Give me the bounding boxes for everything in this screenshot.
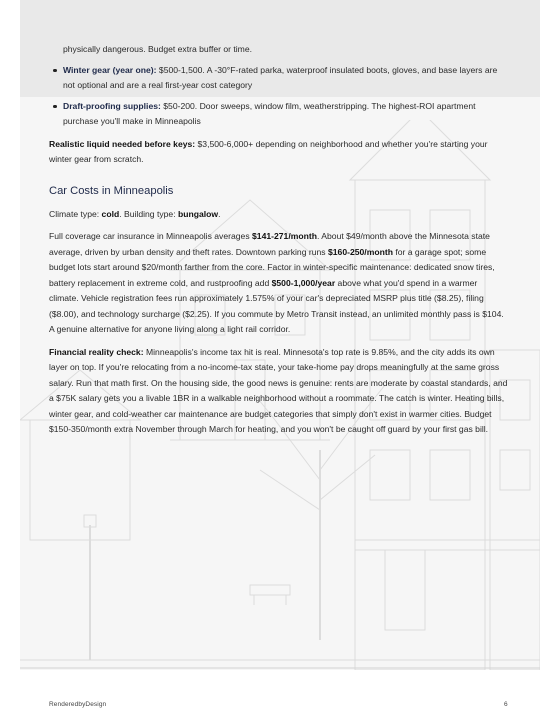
list-item-winter-gear: [49, 63, 509, 94]
car-text: for a garage spot; some budget lots start around $20/month farther from the core. Factor in winter-specific maintenance: dedicated snow tires, battery replacement in extreme cold, and rustproofing add: [49, 246, 495, 288]
insurance-range: $141-271/month: [252, 231, 317, 241]
page-number: 6: [504, 701, 508, 708]
financial-reality-paragraph: [49, 345, 509, 438]
building-value: bungalow: [177, 208, 219, 219]
section-heading: Car Costs in Minneapolis: [49, 184, 174, 197]
bullet-text: $500-1,500. A -30°F-rated parka, waterproof insulated boots, gloves, and base layers are not optional and are a real first-year cost category: [63, 64, 498, 90]
liquid-text: $3,500-6,000+ depending on neighborhood and whether you're starting your winter gear from scratch.: [49, 138, 488, 164]
bullet-label: Draft-proofing supplies:: [63, 100, 161, 111]
maintenance-range: $500-1,000/year: [271, 277, 336, 288]
financial-text: Minneapolis's income tax hit is real. Minnesota's top rate is 9.85%, and the city adds its own layer on top. If you're relocating from a no-income-tax state, your take-home pay drops meaningfully at the same gross salary. Run that math first. On the housing side, the good news is genuine: rents are moderate by coastal standards, and a $75K salary gets you a livable 1BR in a walkable neighborhood without a roommate. The catch is winter. Heating bills, winter gear, and cold-weather car maintenance are budget categories that simply don't exist in warmer cities. Budget $150-350/month extra November through March for heating, and you won't be caught off guard by your first gas bill.: [49, 346, 508, 434]
climate-prefix: Climate type:: [49, 208, 102, 219]
car-text: . About $49/month above the Minnesota state average, driven by urban density and theft rates. Downtown parking runs: [49, 231, 490, 257]
car-text: Full coverage car insurance in Minneapolis averages: [49, 231, 253, 241]
parking-range: $160-250/month: [327, 246, 393, 257]
climate-suffix: .: [218, 208, 221, 219]
liquid-needed-paragraph: [49, 137, 509, 168]
cost-bullets: [49, 63, 509, 130]
climate-value: cold: [101, 208, 120, 219]
liquid-label: Realistic liquid needed before keys:: [49, 138, 196, 149]
climate-line: [49, 207, 509, 223]
financial-label: Financial reality check:: [49, 346, 144, 357]
footer-brand: RenderedbyDesign: [49, 701, 107, 708]
building-prefix: . Building type:: [119, 208, 178, 219]
list-item-draft-proofing: [49, 99, 509, 130]
bullet-text: $50-200. Door sweeps, window film, weatherstripping. The highest-ROI apartment purchase you'll make in Minneapolis: [63, 100, 476, 126]
bullet-label: Winter gear (year one):: [63, 64, 157, 75]
page-content: [49, 0, 509, 438]
continued-text: physically dangerous. Budget extra buffer or time.: [63, 44, 253, 54]
car-text: above what you'd spend in a warmer climate. Vehicle registration fees run approximately 1.575% of your car's depreciated MSRP plus title ($8.25), filing ($8.00), and technology surcharge ($2.25). If you commute by Metro Transit instead, an unlimited monthly pass is $104. A genuine alternative for anyone living along a light rail corridor.: [49, 277, 504, 334]
car-costs-paragraph: [49, 229, 509, 338]
